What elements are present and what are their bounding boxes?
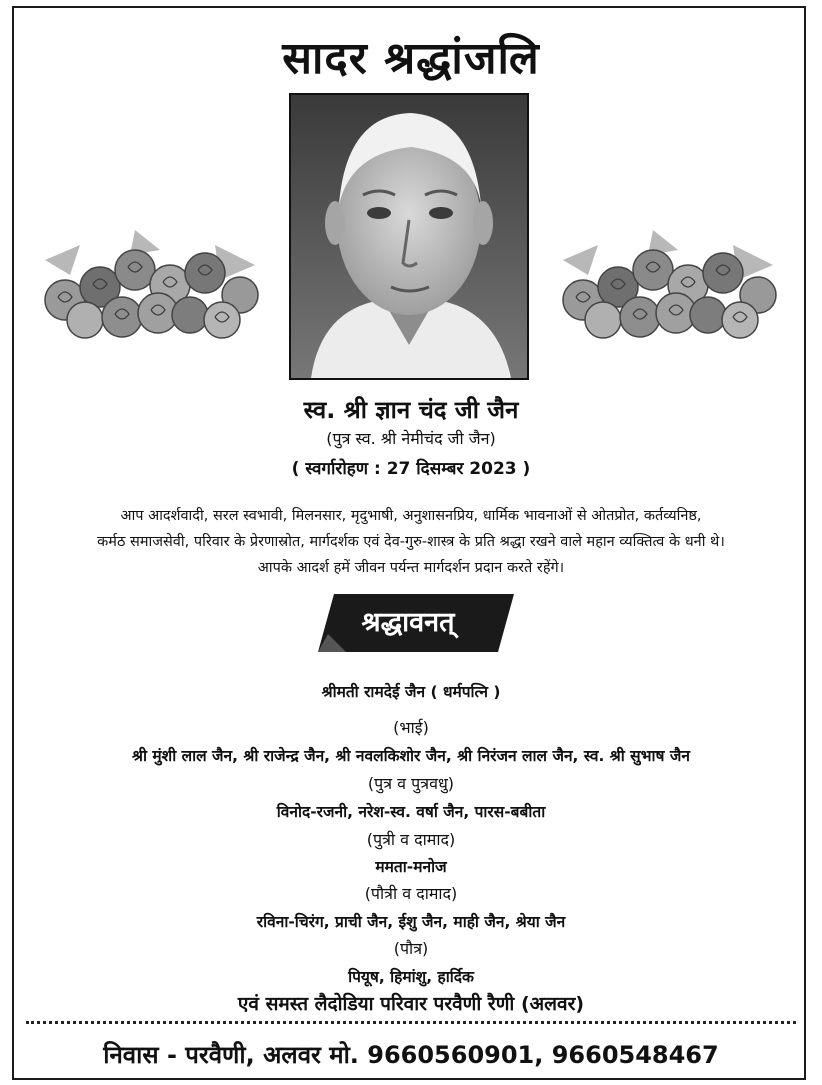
grandsons-label: (पौत्र) <box>393 939 429 958</box>
tribute-line: आपके आदर्श हमें जीवन पर्यन्त मार्गदर्शन प्रदान करते रहेंगे। <box>257 560 565 576</box>
portrait-image <box>291 95 527 378</box>
deceased-name: स्व. श्री ज्ञान चंद जी जैन <box>303 396 519 424</box>
deceased-photo <box>289 93 529 380</box>
family-signature: एवं समस्त लैदोडिया परिवार परवैणी रैणी (अलवर) <box>237 993 585 1015</box>
shraddhavanat-banner: श्रद्धावनत् <box>361 607 455 638</box>
tribute-line: कर्मठ समाजसेवी, परिवार के प्रेरणास्रोत, मार्गदर्शक एवं देव-गुरु-शास्त्र के प्रति श्रद्धा रखने वाले महान व्यक्तित्व के धनी थे। <box>97 534 725 550</box>
sons-label: (पुत्र व पुत्रवधु) <box>367 774 455 793</box>
page-title: सादर श्रद्धांजलि <box>282 33 540 84</box>
roses-right-icon <box>558 225 783 345</box>
sons-names: विनोद-रजनी, नरेश-स्व. वर्षा जैन, पारस-बबीता <box>276 803 546 821</box>
granddaughters-label: (पौत्री व दामाद) <box>364 884 458 903</box>
grandsons-names: पियूष, हिमांशु, हार्दिक <box>348 968 474 986</box>
tribute-line: आप आदर्शवादी, सरल स्वभावी, मिलनसार, मृदुभाषी, अनुशासनप्रिय, धार्मिक भावनाओं से ओतप्रोत, कर्तव्यनिष्ठ, <box>120 508 702 524</box>
deceased-parentage: (पुत्र स्व. श्री नेमीचंद जी जैन) <box>326 429 496 448</box>
residence-contact: निवास - परवैणी, अलवर मो. 9660560901, 9660548467 <box>103 1041 719 1069</box>
granddaughters-names: रविना-चिरंग, प्राची जैन, ईशु जैन, माही जैन, श्रेया जैन <box>256 913 566 931</box>
tribute-text <box>0 503 822 581</box>
wife-name: श्रीमती रामदेई जैन ( धर्मपत्नि ) <box>321 683 501 701</box>
death-date: ( स्वर्गारोहण : 27 दिसम्बर 2023 ) <box>291 459 531 479</box>
brothers-names: श्री मुंशी लाल जैन, श्री राजेन्द्र जैन, श्री नवलकिशोर जैन, श्री निरंजन लाल जैन, स्व. श्री सुभाष जैन <box>132 747 690 765</box>
daughters-label: (पुत्री व दामाद) <box>366 830 456 849</box>
daughters-names: ममता-मनोज <box>375 858 447 876</box>
roses-left-icon <box>40 225 265 345</box>
brothers-label: (भाई) <box>393 718 429 737</box>
dotted-divider <box>26 1021 796 1024</box>
